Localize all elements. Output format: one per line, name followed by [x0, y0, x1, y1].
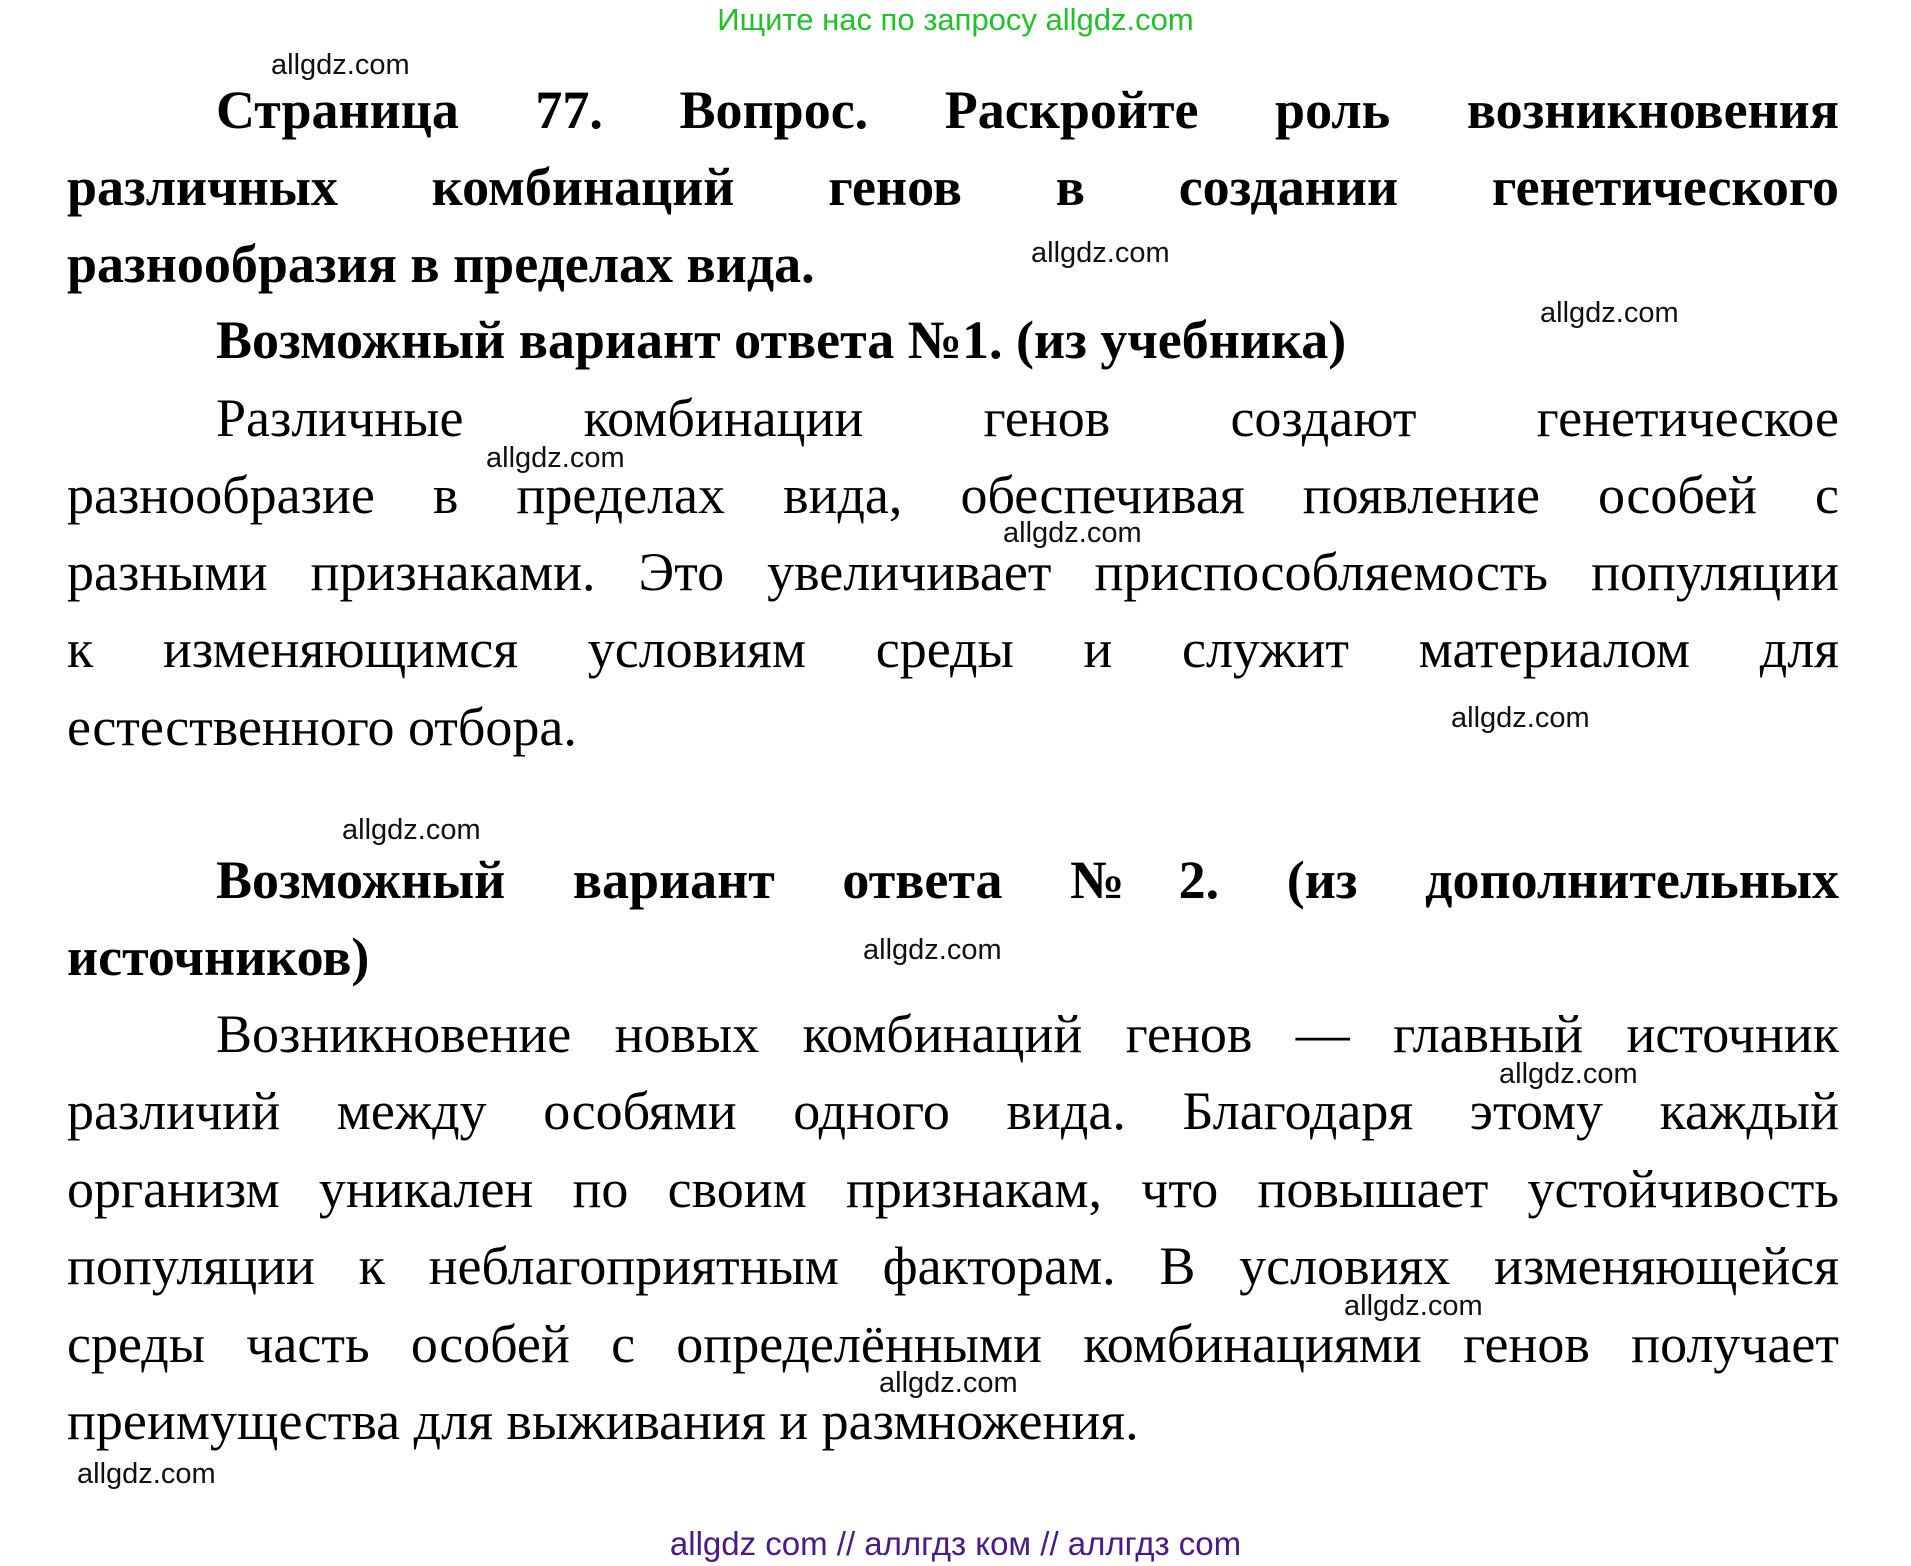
answer1-line-5: естественного отбора. [67, 697, 577, 757]
watermark: allgdz.com [879, 1367, 1018, 1399]
answer2-heading-line-1: Возможный вариант ответа №2. (из дополнительных [216, 850, 1839, 910]
answer2-line-1: Возникновение новых комбинаций генов — главный источник [216, 1004, 1839, 1064]
answer1-line-4: к изменяющимся условиям среды и служит материалом для [67, 619, 1839, 679]
question-line-1: Страница 77. Вопрос. Раскройте роль возникновения [216, 80, 1839, 140]
answer2-line-2: различий между особями одного вида. Благодаря этому каждый [67, 1081, 1839, 1141]
answer2-line-4: популяции к неблагоприятным факторам. В условиях изменяющейся [67, 1236, 1839, 1296]
watermark: allgdz.com [271, 49, 410, 81]
watermark: allgdz.com [1540, 297, 1679, 329]
watermark: allgdz.com [1031, 237, 1170, 269]
answer2-line-6: преимущества для выживания и размножения. [67, 1391, 1139, 1451]
answer2-heading-line-2: источников) [67, 927, 370, 987]
answer1-line-3: разными признаками. Это увеличивает приспособляемость популяции [67, 542, 1839, 602]
watermark: allgdz.com [1499, 1058, 1638, 1090]
footer-watermark: allgdz com // аллгдз ком // аллгдз com [669, 1525, 1242, 1562]
watermark: allgdz.com [1344, 1290, 1483, 1322]
watermark: allgdz.com [342, 814, 481, 846]
answer1-line-2: разнообразие в пределах вида, обеспечивая появление особей с [67, 465, 1839, 525]
watermark: allgdz.com [486, 442, 625, 474]
question-line-3: разнообразия в пределах вида. [67, 234, 815, 294]
watermark: allgdz.com [863, 934, 1002, 966]
answer2-line-3: организм уникален по своим признакам, что повышает устойчивость [67, 1159, 1839, 1219]
answer1-line-1: Различные комбинации генов создают генетическое [216, 388, 1839, 448]
answer1-heading: Возможный вариант ответа №1. (из учебника) [216, 310, 1347, 370]
watermark: allgdz.com [1003, 517, 1142, 549]
search-banner: Ищите нас по запросу allgdz.com [717, 2, 1194, 37]
watermark: allgdz.com [1451, 702, 1590, 734]
question-line-2: различных комбинаций генов в создании генетического [67, 157, 1839, 217]
answer2-line-5: среды часть особей с определёнными комбинациями генов получает [67, 1314, 1839, 1374]
watermark: allgdz.com [77, 1458, 216, 1490]
